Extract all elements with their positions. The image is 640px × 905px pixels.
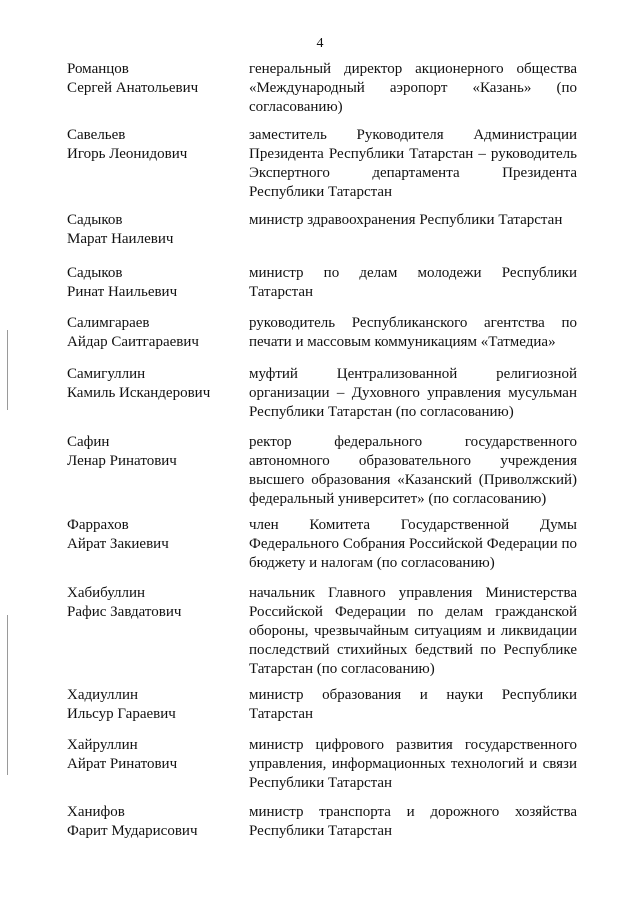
member-name <box>67 60 242 98</box>
member-position: заместитель Руководителя Администрации Президента Республики Татарстан – руководитель Экспертного департамента Президента Республики Татарстан <box>249 127 577 200</box>
member-position: начальник Главного управления Министерства Российской Федерации по делам гражданской обороны, чрезвычайным ситуациям и ликвидации последствий стихийных бедствий по Республике Татарстан (по согласованию) <box>249 585 577 677</box>
member-given-name: Айрат Ринатович <box>67 756 178 772</box>
member-surname: Садыков <box>67 265 123 281</box>
member-given-name: Марат Наилевич <box>67 231 174 247</box>
member-position: муфтий Централизованной религиозной организации – Духовного управления мусульман Республики Татарстан (по согласованию) <box>249 366 577 420</box>
member-position: министр транспорта и дорожного хозяйства Республики Татарстан <box>249 804 577 839</box>
member-given-name: Фарит Мударисович <box>67 823 198 839</box>
member-name <box>67 584 242 622</box>
member-given-name: Ленар Ринатович <box>67 453 177 469</box>
member-position: министр здравоохранения Республики Татарстан <box>249 212 563 228</box>
member-surname: Садыков <box>67 212 123 228</box>
member-position: министр по делам молодежи Республики Татарстан <box>249 265 577 300</box>
member-given-name: Ринат Наильевич <box>67 284 178 300</box>
member-name <box>67 433 242 471</box>
member-given-name: Игорь Леонидович <box>67 146 188 162</box>
member-position: генеральный директор акционерного общества «Международный аэропорт «Казань» (по согласованию) <box>249 61 577 115</box>
member-given-name: Айдар Саитгараевич <box>67 334 199 350</box>
member-name <box>67 211 242 249</box>
member-name <box>67 686 242 724</box>
member-position: министр цифрового развития государственного управления, информационных технологий и связи Республики Татарстан <box>249 737 577 791</box>
scan-margin-mark <box>7 615 8 775</box>
member-surname: Самигуллин <box>67 366 146 382</box>
member-name <box>67 803 242 841</box>
member-given-name: Камиль Искандерович <box>67 385 211 401</box>
member-surname: Сафин <box>67 434 110 450</box>
member-surname: Хайруллин <box>67 737 138 753</box>
member-surname: Хадиуллин <box>67 687 139 703</box>
member-given-name: Рафис Завдатович <box>67 604 182 620</box>
member-name <box>67 314 242 352</box>
member-name <box>67 365 242 403</box>
member-surname: Салимгараев <box>67 315 150 331</box>
member-position: министр образования и науки Республики Татарстан <box>249 687 577 722</box>
member-name <box>67 126 242 164</box>
member-surname: Фаррахов <box>67 517 129 533</box>
member-name <box>67 516 242 554</box>
member-position: член Комитета Государственной Думы Федерального Собрания Российской Федерации по бюджету и налогам (по согласованию) <box>249 517 577 571</box>
member-surname: Савельев <box>67 127 126 143</box>
page-number: 4 <box>316 36 324 51</box>
member-name <box>67 736 242 774</box>
member-surname: Романцов <box>67 61 129 77</box>
member-position: ректор федерального государственного автономного образовательного учреждения высшего образования «Казанский (Приволжский) федеральный университет» (по согласованию) <box>249 434 577 507</box>
member-given-name: Айрат Закиевич <box>67 536 169 552</box>
member-position: руководитель Республиканского агентства по печати и массовым коммуникациям «Татмедиа» <box>249 315 577 350</box>
member-surname: Хабибуллин <box>67 585 146 601</box>
member-given-name: Сергей Анатольевич <box>67 80 199 96</box>
member-surname: Ханифов <box>67 804 125 820</box>
member-given-name: Ильсур Гараевич <box>67 706 176 722</box>
scan-margin-mark <box>7 330 8 410</box>
member-name <box>67 264 242 302</box>
